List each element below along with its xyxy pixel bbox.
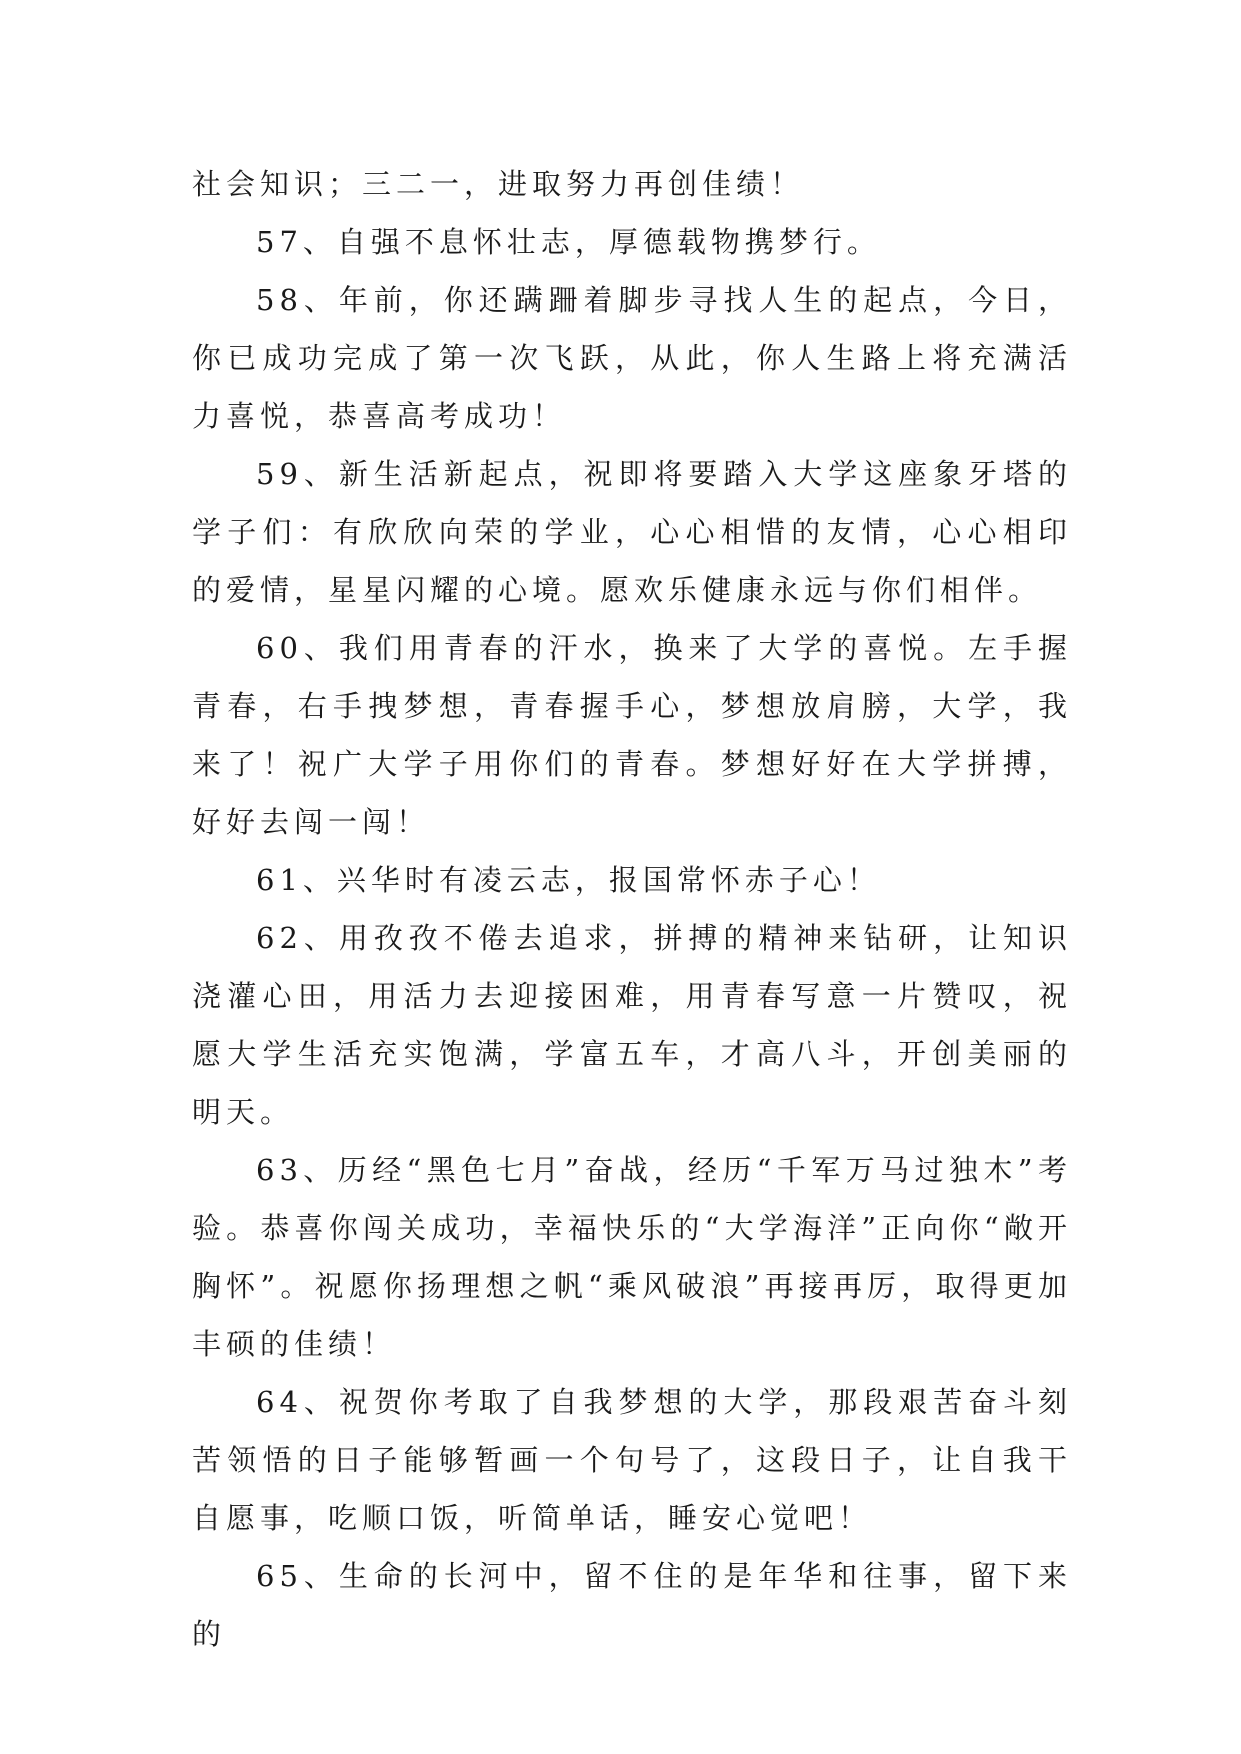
paragraph-62: 62、用孜孜不倦去追求，拼搏的精神来钻研，让知识浇灌心田，用活力去迎接困难，用青春写意一片赞叹，祝愿大学生活充实饱满，学富五车，才高八斗，开创美丽的明天。 <box>192 921 1072 1129</box>
paragraph-65: 65、生命的长河中，留不住的是年华和往事，留下来的 <box>192 1559 1072 1651</box>
document-body <box>192 155 1072 1663</box>
paragraph-60: 60、我们用青春的汗水，换来了大学的喜悦。左手握青春，右手拽梦想，青春握手心，梦想放肩膀，大学，我来了！祝广大学子用你们的青春。梦想好好在大学拼搏，好好去闯一闯！ <box>192 631 1072 839</box>
paragraph-61: 61、兴华时有凌云志，报国常怀赤子心！ <box>256 863 881 897</box>
paragraph-64: 64、祝贺你考取了自我梦想的大学，那段艰苦奋斗刻苦领悟的日子能够暂画一个句号了，这段日子，让自我干自愿事，吃顺口饭，听简单话，睡安心觉吧！ <box>192 1385 1072 1535</box>
paragraph-58: 58、年前，你还蹒跚着脚步寻找人生的起点，今日，你已成功完成了第一次飞跃，从此，你人生路上将充满活力喜悦，恭喜高考成功！ <box>192 283 1072 433</box>
paragraph-63: 63、历经“黑色七月”奋战，经历“千军万马过独木”考验。恭喜你闯关成功，幸福快乐的“大学海洋”正向你“敞开胸怀”。祝愿你扬理想之帆“乘风破浪”再接再厉，取得更加丰硕的佳绩！ <box>192 1153 1072 1361</box>
paragraph-continuation: 社会知识；三二一，进取努力再创佳绩！ <box>192 167 805 201</box>
paragraph-59: 59、新生活新起点，祝即将要踏入大学这座象牙塔的学子们：有欣欣向荣的学业，心心相惜的友情，心心相印的爱情，星星闪耀的心境。愿欢乐健康永远与你们相伴。 <box>192 457 1072 607</box>
paragraph-57: 57、自强不息怀壮志，厚德载物携梦行。 <box>256 225 881 259</box>
